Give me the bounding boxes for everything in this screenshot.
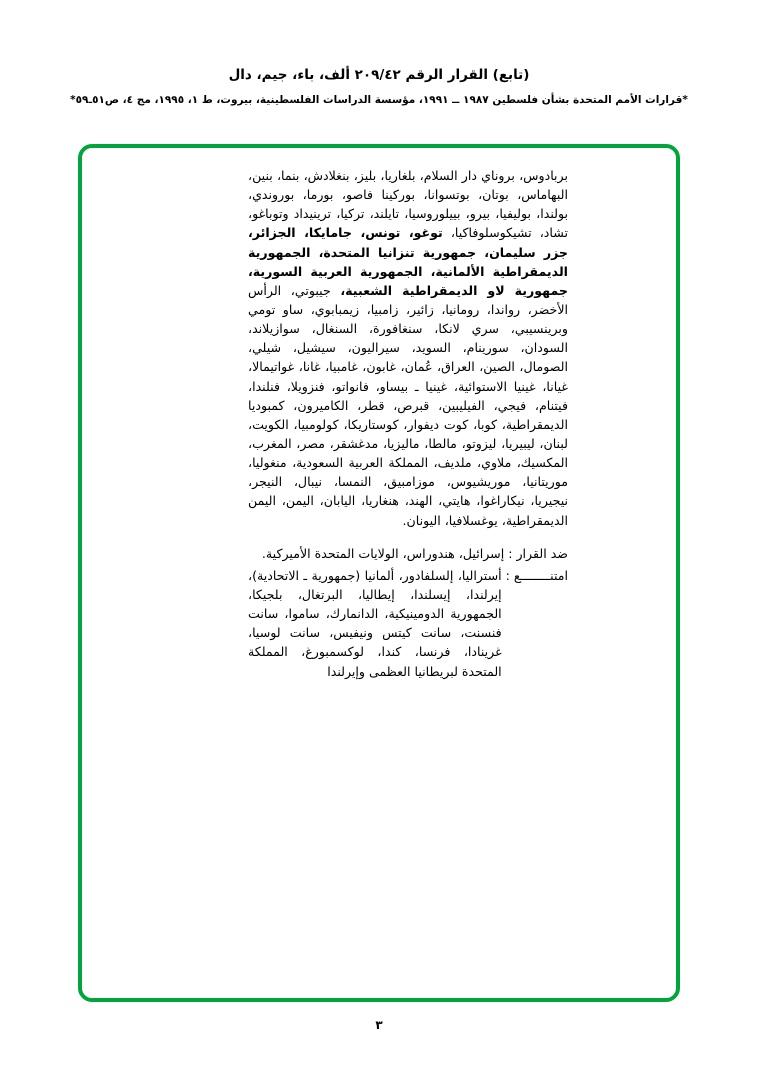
countries-paragraph: [248, 166, 568, 530]
vote-results: [248, 544, 568, 681]
vote-against-value: إسرائيل، هندوراس، الولايات المتحدة الأميركية.: [261, 545, 505, 561]
page-number: ٣: [375, 1018, 383, 1032]
vote-abstain-colon: :: [505, 567, 510, 583]
countries-list-part1: بربادوس، بروناي دار السلام، بلغاريا، بليز، بنغلادش، بنما، بنين، البهاماس، بوتان، بوتسوانا، بوركينا فاصو، بورما، بوروندي، بولندا، بوليفيا، بيرو، بييلوروسيا، تايلند، تركيا، ترينيداد وتوباغو، تشاد، تشيكوسلوفاكيا،: [248, 168, 568, 241]
vote-row-against: [248, 544, 568, 563]
page-subtitle-source: *قرارات الأمم المتحدة بشأن فلسطين ١٩٨٧ ــ ١٩٩١، مؤسسة الدراسات الفلسطينية، بيروت، ط ١، ١٩٩٥، مج ٤، ص٥١ـ٥٩*: [70, 93, 688, 106]
document-body: [248, 166, 568, 681]
page-title: (تابع) القرار الرقم ٢٠٩/٤٢ ألف، باء، جيم، دال: [228, 67, 530, 83]
page-header: [0, 0, 758, 108]
vote-against-label: ضد القرار: [516, 545, 568, 561]
vote-against-colon: :: [508, 545, 513, 561]
countries-list-part3: جيبوتي، الرأس الأخضر، رواندا، رومانيا، زائير، زامبيا، زيمبابوي، ساو تومي وبرينسيبي، سري لانكا، سنغافورة، السنغال، سوازيلاند، السودان، سورينام، السويد، سيراليون، سيشيل، شيلي، الصومال، الصين، العراق، عُمان، غابون، غامبيا، غانا، غواتيمالا، غيانا، غينيا الاستوائية، غينيا ـ بيساو، فانواتو، فنزويلا، فنلندا، فيتنام، فيجي، الفيليبين، قبرص، قطر، الكاميرون، كمبوديا الديمقراطية، كوبا، كوت ديفوار، كوستاريكا، كولومبيا، الكويت، لبنان، ليبيريا، ليزوتو، مالطا، ماليزيا، مدغشقر، مصر، المغرب، المكسيك، ملاوي، ملديف، المملكة العربية السعودية، منغوليا، موريتانيا، موريشيوس، موزامبيق، النمسا، نيبال، النيجر، نيجيريا، نيكاراغوا، هايتي، الهند، هنغاريا، اليابان، اليمن، اليمن الديمقراطية، يوغسلافيا، اليونان.: [248, 282, 568, 528]
vote-row-abstain: [248, 566, 568, 681]
vote-abstain-value: أستراليا، إلسلفادور، ألمانيا (جمهورية ـ الاتحادية)، إيرلندا، إيسلندا، إيطاليا، البرتغال، بلجيكا، الجمهورية الدومينيكية، الدانمارك، ساموا، سانت فنسنت، سانت كيتس ونيفيس، سانت لوسيا، غرينادا، فرنسا، كندا، لوكسمبورغ، المملكة المتحدة لبريطانيا العظمى وإيرلندا: [248, 567, 502, 679]
vote-abstain-label: امتنــــــــع: [513, 567, 568, 583]
countries-list-part2-bold: توغو، تونس، جامايكا، الجزائر، جزر سليمان، جمهورية تنزانيا المتحدة، الجمهورية الديمقراطية الألمانية، الجمهورية العربية السورية، جمهورية لاو الديمقراطية الشعبية،: [248, 225, 568, 298]
green-border-frame: [78, 144, 680, 1002]
